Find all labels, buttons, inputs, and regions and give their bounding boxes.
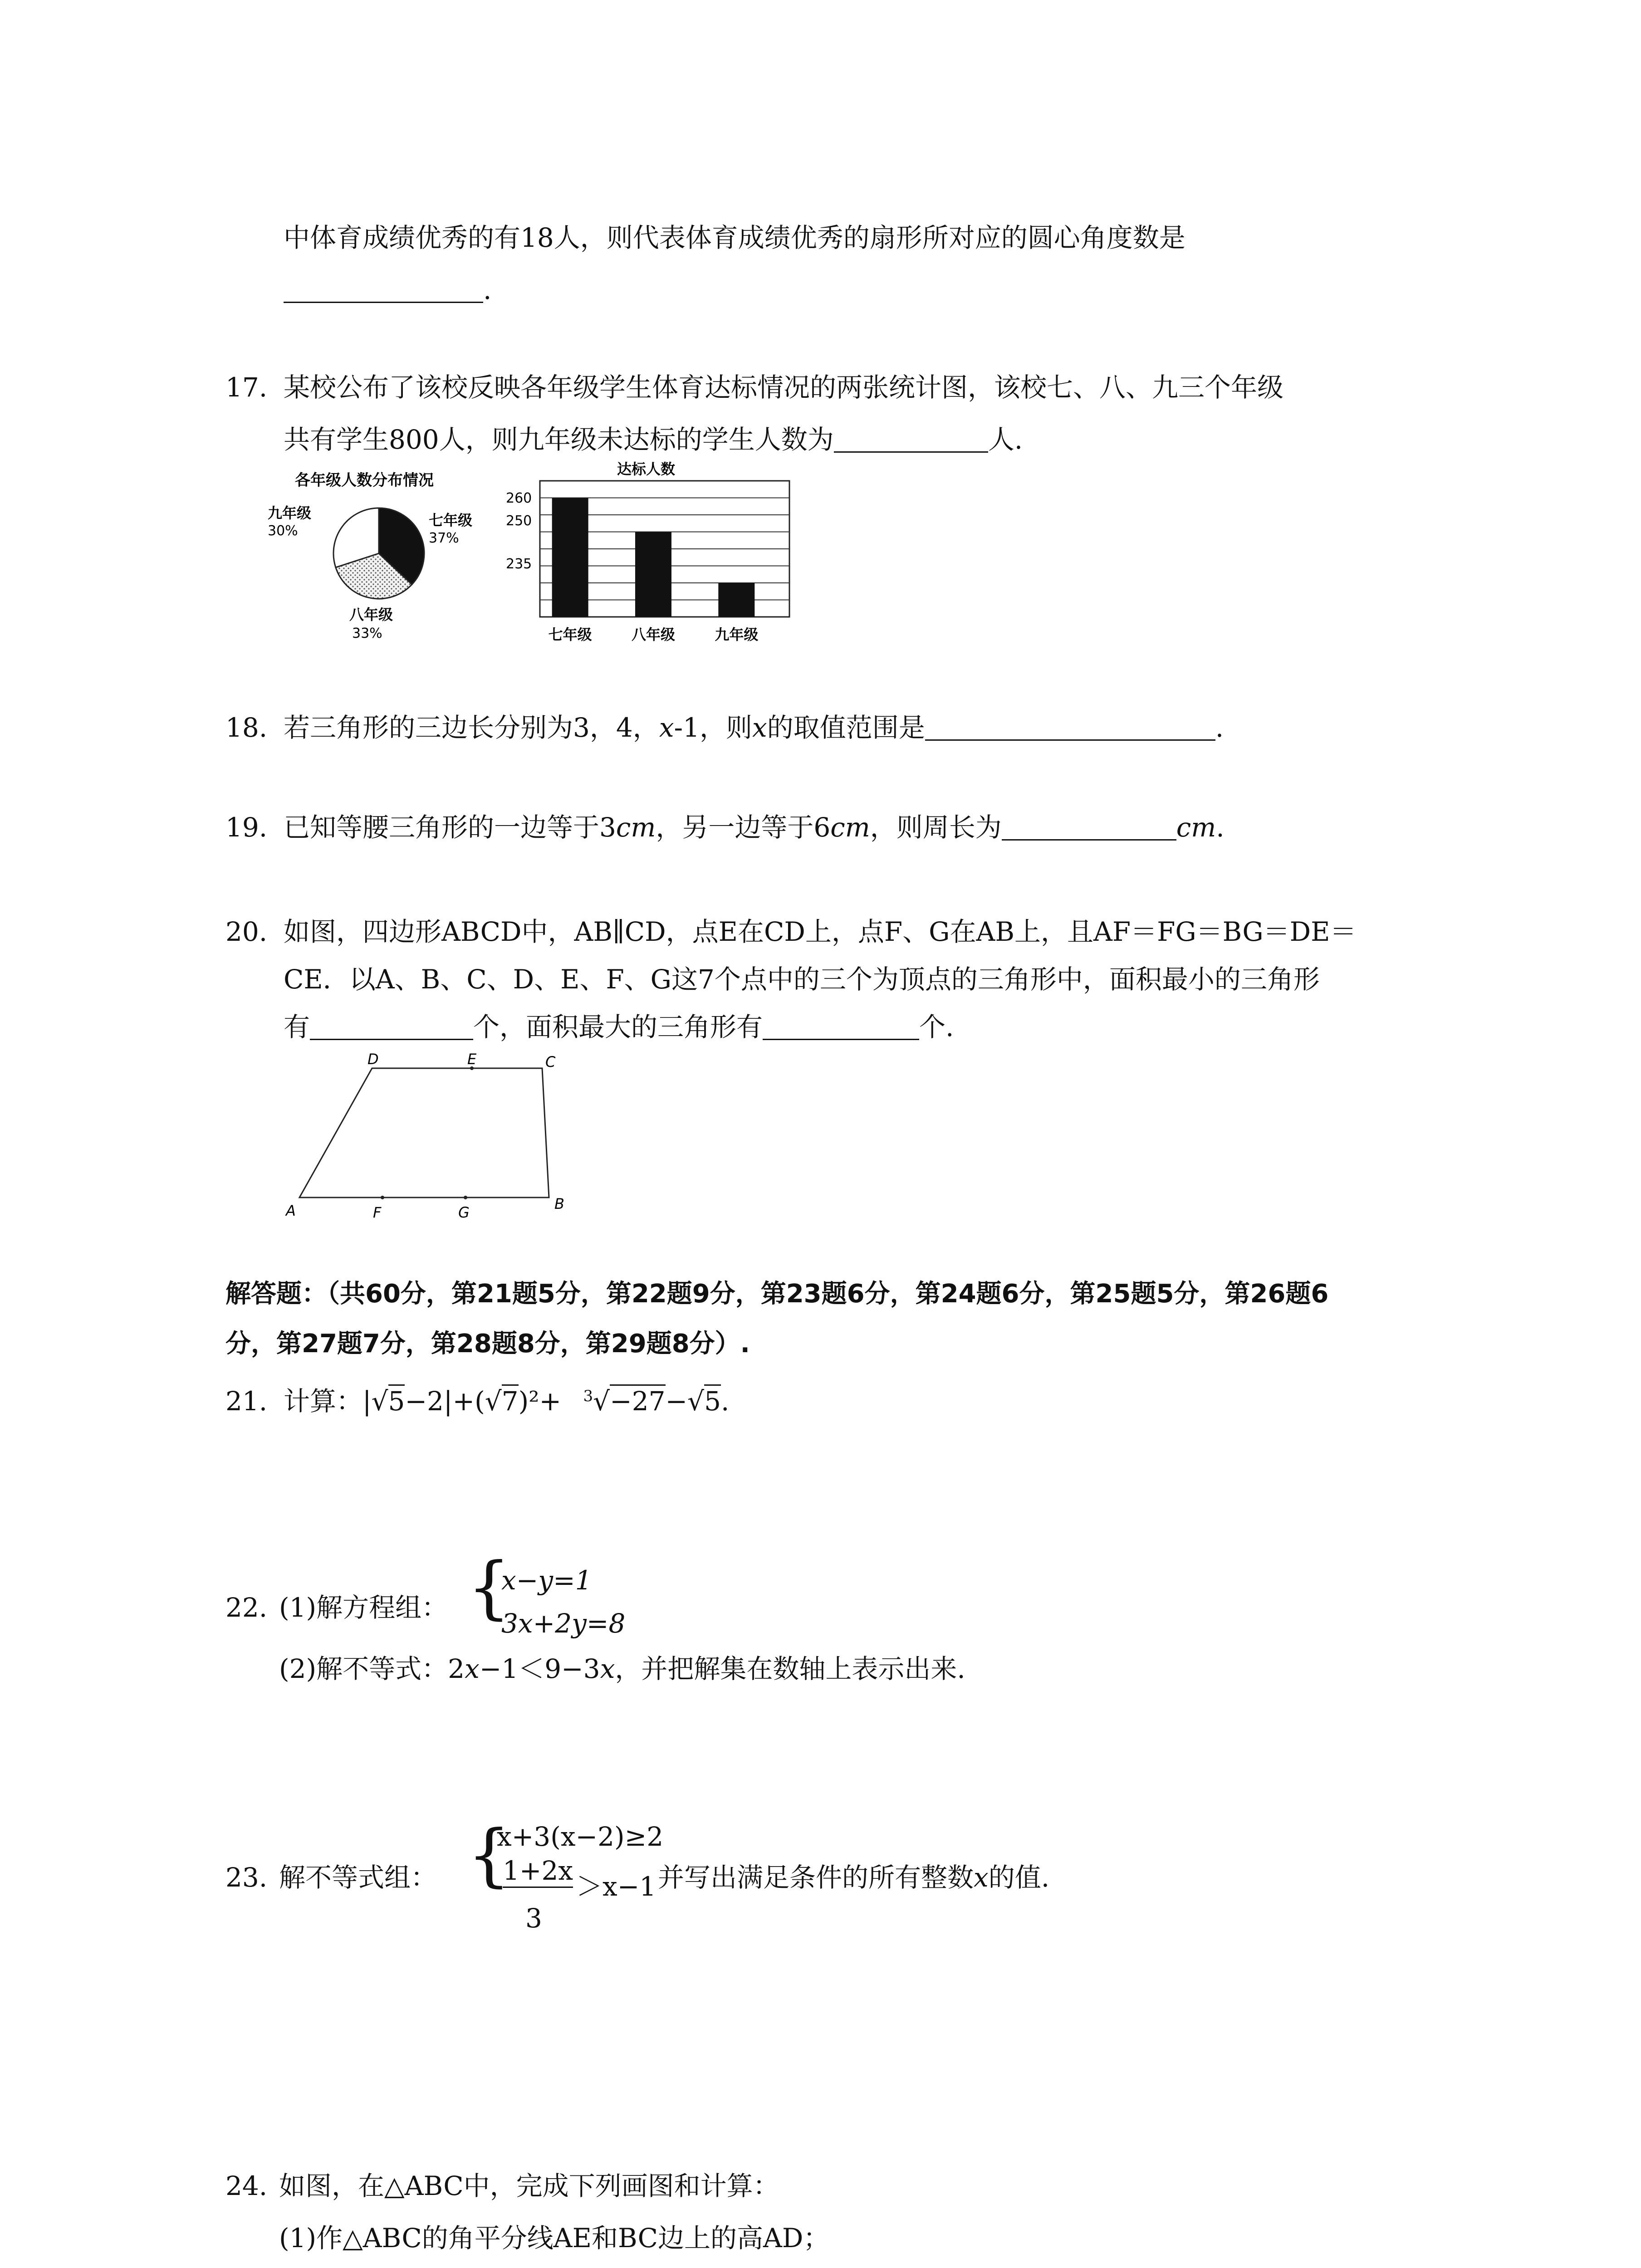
q18-answer-blank[interactable] <box>925 716 1215 741</box>
bar-chart-title: 达标人数 <box>617 460 676 478</box>
label-e: E <box>467 1051 477 1068</box>
q18-text-a: 若三角形的三边长分别为3，4， <box>284 712 659 743</box>
pie-label-seventh-pct: 37% <box>429 530 459 546</box>
q16-answer-blank[interactable] <box>284 278 483 303</box>
q17-text-line2a: 共有学生800人，则九年级未达标的学生人数为 <box>284 424 834 455</box>
q19-number: 19. <box>225 812 268 843</box>
trapezoid-abcd <box>299 1068 549 1198</box>
pie-slices <box>333 508 424 599</box>
section-header-line2: 分，第27题7分，第28题8分，第29题8分）. <box>225 1329 750 1359</box>
q21-abs-open: | <box>362 1386 372 1417</box>
q23-text-b: 的值. <box>988 1862 1050 1893</box>
q21-radicand-1: 5 <box>388 1384 405 1417</box>
q16-end: . <box>483 274 492 305</box>
q20-line3-c: 个. <box>919 1012 954 1042</box>
q21-radicand-2: 7 <box>502 1384 519 1417</box>
bar-chart <box>504 456 794 646</box>
q22-part2-a: (2)解不等式：2 <box>279 1653 465 1684</box>
q21-part-2: −2|+( <box>405 1386 485 1417</box>
q23-number: 23. <box>225 1862 268 1893</box>
point-f <box>381 1196 384 1199</box>
sqrt-symbol-4: √ <box>687 1386 705 1417</box>
q18-text-b: -1，则 <box>674 712 753 743</box>
q20-line3-a: 有 <box>284 1012 310 1042</box>
label-b: B <box>554 1195 564 1212</box>
q21-power: )²+ <box>518 1386 562 1417</box>
q20-text-line3 <box>284 1014 954 1040</box>
q21-root-index: 3 <box>583 1387 593 1405</box>
q22-eq2: 3x+2y=8 <box>501 1608 626 1639</box>
bar-x-label-ninth: 九年级 <box>715 626 759 643</box>
q18-number: 18. <box>225 712 268 743</box>
q22-part2 <box>279 1653 965 1684</box>
q18-end: . <box>1215 712 1224 743</box>
q19-text-b: ，另一边等于6 <box>656 812 831 843</box>
q21-expression <box>284 1386 730 1417</box>
q21-radicand-3: −27 <box>610 1384 665 1417</box>
point-g <box>464 1196 467 1199</box>
q22-brace: { <box>467 1548 511 1627</box>
q16-answer-line <box>284 274 492 305</box>
bar-y-tick-235: 235 <box>506 556 532 572</box>
q22-part2-c: ，并把解集在数轴上表示出来. <box>615 1653 965 1684</box>
q24-number: 24. <box>225 2170 268 2201</box>
pie-chart-title: 各年级人数分布情况 <box>295 471 434 489</box>
bar-y-tick-250: 250 <box>506 513 532 529</box>
q18-text <box>284 714 1224 741</box>
q18-var1: x <box>659 712 674 743</box>
label-d: D <box>367 1051 379 1068</box>
q20-text-line1: 如图，四边形ABCD中，AB∥CD，点E在CD上，点F、G在AB上，且AF＝FG＝BG＝DE＝ <box>284 916 1357 947</box>
pie-label-eighth-name: 八年级 <box>349 606 393 623</box>
q17-text-line1: 某校公布了该校反映各年级学生体育达标情况的两张统计图，该校七、八、九三个年级 <box>284 372 1284 403</box>
q19-unit2: cm <box>830 812 870 843</box>
q21-label: 计算： <box>284 1386 363 1417</box>
q22-number: 22. <box>225 1592 268 1623</box>
q19-text-c: ，则周长为 <box>870 812 1002 843</box>
q18-var2: x <box>752 712 767 743</box>
q17-number: 17. <box>225 372 268 403</box>
q21-radicand-4: 5 <box>704 1384 721 1417</box>
q20-answer-blank-2[interactable] <box>763 1015 919 1040</box>
q23-text <box>658 1864 1049 1891</box>
bar-x-label-eighth: 八年级 <box>631 626 676 643</box>
q23-ineq1: x+3(x−2)≥2 <box>497 1821 664 1852</box>
q23-label: 解不等式组： <box>279 1862 437 1893</box>
bar-y-tick-260: 260 <box>506 490 532 506</box>
q17-answer-blank[interactable] <box>834 428 988 453</box>
q18-text-c: 的取值范围是 <box>767 712 925 743</box>
label-f: F <box>373 1204 382 1221</box>
trapezoid-figure <box>277 1048 585 1238</box>
sqrt-symbol-2: √ <box>485 1386 502 1417</box>
q21-end: . <box>721 1386 730 1417</box>
q23-frac-denominator: 3 <box>525 1903 542 1934</box>
q19-end: . <box>1216 812 1225 843</box>
q22-part2-var1: x <box>465 1653 480 1684</box>
label-a: A <box>286 1202 296 1219</box>
q23-ineq2-rhs: ＞x−1 <box>576 1871 656 1902</box>
pie-label-seventh-name: 七年级 <box>429 512 473 529</box>
sqrt-symbol-3: √ <box>593 1386 610 1417</box>
q19-text-a: 已知等腰三角形的一边等于3 <box>284 812 616 843</box>
pie-label-eighth-pct: 33% <box>352 626 382 641</box>
q24-text-line1: 如图，在△ABC中，完成下列画图和计算： <box>279 2170 779 2201</box>
bar-group <box>540 481 789 643</box>
pie-label-ninth-name: 九年级 <box>268 504 312 522</box>
q22-eq1: x−y=1 <box>501 1565 592 1596</box>
q20-number: 20. <box>225 916 268 947</box>
q19-answer-blank[interactable] <box>1002 816 1176 841</box>
q23-var: x <box>974 1862 989 1893</box>
pie-chart <box>268 467 513 649</box>
q20-answer-blank-1[interactable] <box>310 1015 473 1040</box>
q24-text-line2: (1)作△ABC的角平分线AE和BC边上的高AD； <box>279 2223 830 2253</box>
q23-frac-numerator: 1+2x <box>503 1857 573 1888</box>
q17-text-line2 <box>284 426 1023 453</box>
bar-seventh <box>552 498 588 617</box>
q21-minus: − <box>665 1386 688 1417</box>
label-g: G <box>458 1204 470 1221</box>
q19-unit3: cm <box>1176 812 1216 843</box>
q20-line3-b: 个，面积最大的三角形有 <box>473 1012 763 1042</box>
pie-label-ninth-pct: 30% <box>268 523 298 539</box>
q21-number: 21. <box>225 1386 268 1417</box>
sqrt-symbol-1: √ <box>371 1386 388 1417</box>
q23-text-a: 并写出满足条件的所有整数 <box>658 1862 974 1893</box>
bar-ninth <box>718 583 754 617</box>
q19-text <box>284 814 1225 841</box>
q16-text-line1: 中体育成绩优秀的有18人，则代表体育成绩优秀的扇形所对应的圆心角度数是 <box>284 222 1185 253</box>
section-header-line1: 解答题：（共60分，第21题5分，第22题9分，第23题6分，第24题6分，第25题5分，第26题6 <box>225 1279 1329 1309</box>
q20-text-line2: CE．以A、B、C、D、E、F、G这7个点中的三个为顶点的三角形中，面积最小的三角形 <box>284 964 1320 995</box>
bar-eighth <box>635 532 671 617</box>
q17-text-line2b: 人. <box>988 424 1023 455</box>
q22-part2-b: −1＜9−3 <box>479 1653 600 1684</box>
q22-part2-var2: x <box>600 1653 615 1684</box>
q22-part1-label: (1)解方程组： <box>279 1592 448 1623</box>
label-c: C <box>545 1053 556 1070</box>
bar-x-label-seventh: 七年级 <box>548 626 592 643</box>
q19-unit1: cm <box>616 812 656 843</box>
q23-brace: { <box>467 1816 511 1895</box>
